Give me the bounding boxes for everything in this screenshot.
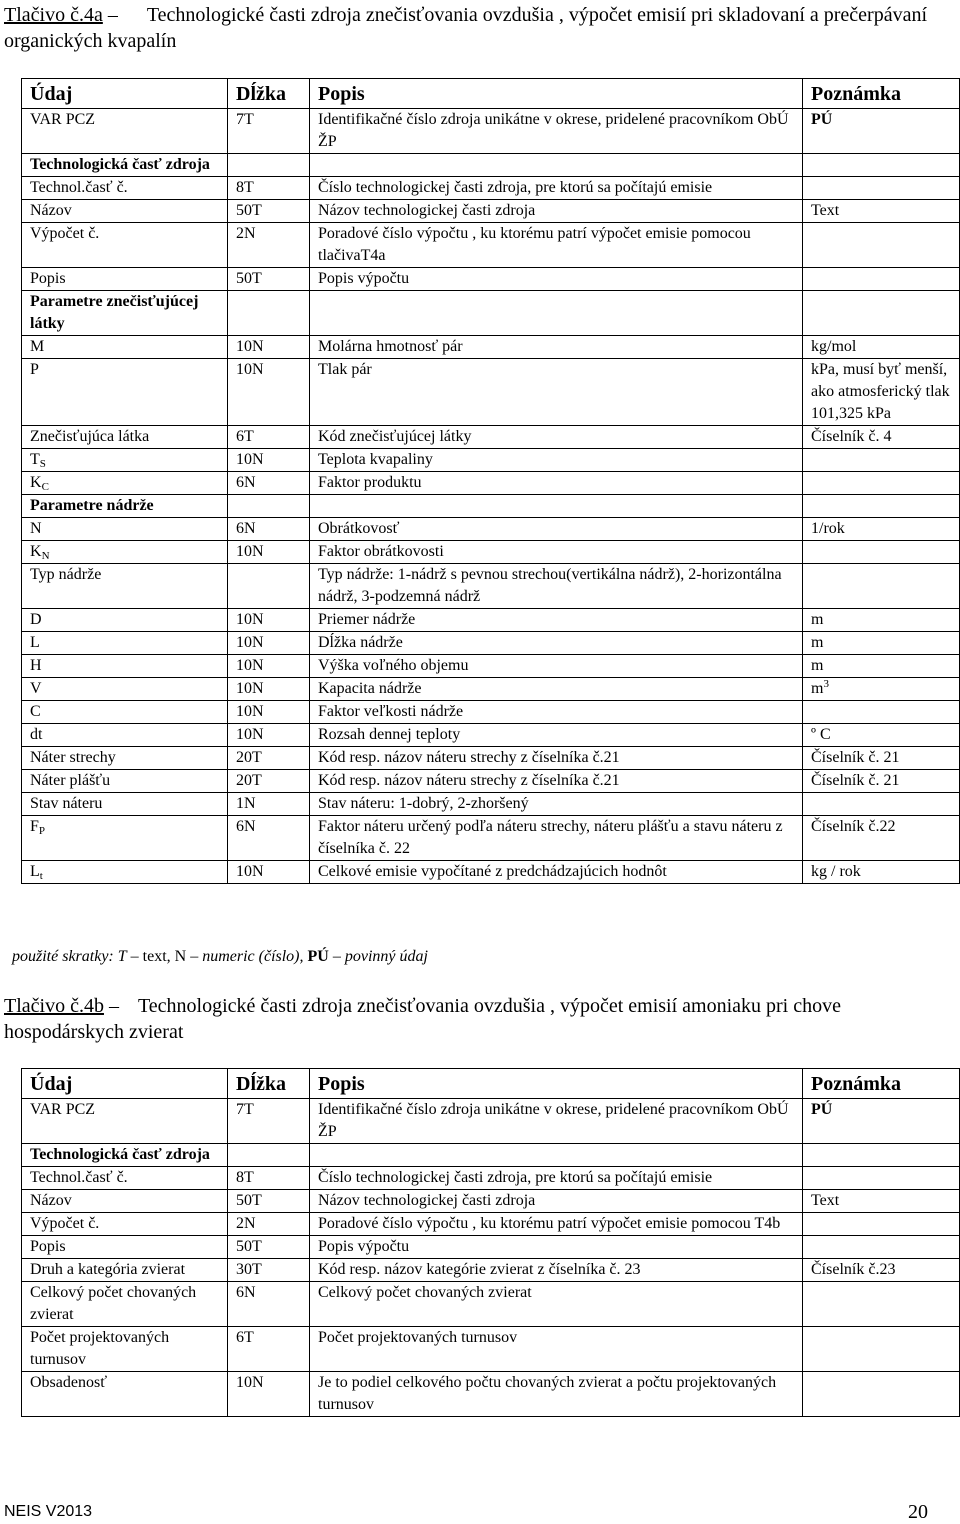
field-note: kg/mol <box>803 336 960 359</box>
table-row <box>22 1282 960 1327</box>
table-row <box>22 177 960 200</box>
field-note: Text <box>803 1190 960 1213</box>
table-header-row <box>22 79 960 109</box>
field-name <box>22 541 228 564</box>
table-row <box>22 1327 960 1372</box>
field-name: VAR PCZ <box>22 1099 228 1144</box>
field-description: Priemer nádrže <box>310 609 803 632</box>
col-header-popis: Popis <box>310 1069 803 1099</box>
field-description <box>310 495 803 518</box>
table-row <box>22 724 960 747</box>
field-description: Molárna hmotnosť pár <box>310 336 803 359</box>
table-section-row <box>22 154 960 177</box>
abbr-pu-text: povinný údaj <box>344 948 428 965</box>
symbol: T <box>30 451 40 468</box>
table-row <box>22 1190 960 1213</box>
field-note <box>803 449 960 472</box>
field-description: Stav náteru: 1-dobrý, 2-zhoršený <box>310 793 803 816</box>
table-row <box>22 518 960 541</box>
col-header-udaj: Údaj <box>22 79 228 109</box>
field-length: 6N <box>228 518 310 541</box>
unit: m <box>811 680 824 697</box>
field-name: Technol.časť č. <box>22 177 228 200</box>
form-code[interactable]: Tlačivo č.4b <box>4 995 104 1017</box>
subscript: t <box>39 870 43 882</box>
field-description: Kód znečisťujúcej látky <box>310 426 803 449</box>
symbol: F <box>30 818 39 835</box>
field-name: D <box>22 609 228 632</box>
field-note: kPa, musí byť menší, ako atmosferický tlak 101,325 kPa <box>803 359 960 426</box>
abbr-t-text: text, N <box>142 948 187 965</box>
field-note: Text <box>803 200 960 223</box>
field-name: Typ nádrže <box>22 564 228 609</box>
symbol: K <box>30 543 42 560</box>
field-description: Faktor náteru určený podľa náteru strechy, náteru plášťu a stavu náteru z číselníka č. 22 <box>310 816 803 861</box>
table-row <box>22 793 960 816</box>
field-name: P <box>22 359 228 426</box>
field-note <box>803 701 960 724</box>
field-length: 20T <box>228 747 310 770</box>
section-label: Technologická časť zdroja <box>22 154 228 177</box>
abbr-dash: – <box>332 948 341 965</box>
field-name: Počet projektovaných turnusov <box>22 1327 228 1372</box>
table-row <box>22 632 960 655</box>
table-row <box>22 472 960 495</box>
field-name: L <box>22 632 228 655</box>
field-description <box>310 154 803 177</box>
table-row <box>22 336 960 359</box>
field-note: PÚ <box>803 109 960 154</box>
field-description: Typ nádrže: 1-nádrž s pevnou strechou(vertikálna nádrž), 2-horizontálna nádrž, 3-podzemná nádrž <box>310 564 803 609</box>
field-name: N <box>22 518 228 541</box>
col-header-udaj: Údaj <box>22 1069 228 1099</box>
table-row <box>22 223 960 268</box>
table-row <box>22 1099 960 1144</box>
field-name: Výpočet č. <box>22 223 228 268</box>
field-description: Tlak pár <box>310 359 803 426</box>
field-note <box>803 1167 960 1190</box>
field-name: Názov <box>22 200 228 223</box>
field-length: 6T <box>228 1327 310 1372</box>
symbol: K <box>30 474 42 491</box>
abbr-n-text: numeric (číslo), <box>202 948 304 965</box>
field-name: Technol.časť č. <box>22 1167 228 1190</box>
field-name: Popis <box>22 268 228 291</box>
field-description: Rozsah dennej teploty <box>310 724 803 747</box>
table-row <box>22 770 960 793</box>
field-description: Teplota kvapaliny <box>310 449 803 472</box>
field-name: Výpočet č. <box>22 1213 228 1236</box>
field-length: 10N <box>228 359 310 426</box>
field-note <box>803 223 960 268</box>
field-length <box>228 1144 310 1167</box>
field-name: Náter plášťu <box>22 770 228 793</box>
field-description: Výška voľného objemu <box>310 655 803 678</box>
table-section-row <box>22 495 960 518</box>
field-name: Popis <box>22 1236 228 1259</box>
field-description: Názov technologickej časti zdroja <box>310 1190 803 1213</box>
field-note <box>803 472 960 495</box>
field-note <box>803 564 960 609</box>
field-name <box>22 449 228 472</box>
field-length: 8T <box>228 177 310 200</box>
field-note <box>803 1372 960 1417</box>
field-length: 10N <box>228 1372 310 1417</box>
table-row <box>22 1167 960 1190</box>
field-note <box>803 1236 960 1259</box>
field-length: 6N <box>228 1282 310 1327</box>
field-note <box>803 678 960 701</box>
field-name: Názov <box>22 1190 228 1213</box>
table-section-row <box>22 291 960 336</box>
form-title-text: Technologické časti zdroja znečisťovania ovzdušia , výpočet emisií amoniaku pri chove hospodárskych zvierat <box>4 995 841 1043</box>
field-note: º C <box>803 724 960 747</box>
field-length: 7T <box>228 109 310 154</box>
field-note <box>803 793 960 816</box>
abbr-dash: – <box>130 948 139 965</box>
field-length <box>228 495 310 518</box>
field-length: 10N <box>228 861 310 884</box>
table-row <box>22 268 960 291</box>
field-name: H <box>22 655 228 678</box>
field-length: 10N <box>228 541 310 564</box>
subscript: P <box>38 825 46 837</box>
section-label: Parametre nádrže <box>22 495 228 518</box>
field-description: Faktor produktu <box>310 472 803 495</box>
form-code[interactable]: Tlačivo č.4a <box>4 4 103 26</box>
field-note <box>803 291 960 336</box>
subscript: S <box>39 458 46 470</box>
form-title-4a <box>4 2 960 54</box>
abbr-prefix: použité skratky: T <box>12 948 127 965</box>
field-note: Číselník č. 21 <box>803 747 960 770</box>
table-row <box>22 541 960 564</box>
field-length: 30T <box>228 1259 310 1282</box>
field-description: Popis výpočtu <box>310 1236 803 1259</box>
field-note <box>803 154 960 177</box>
field-length: 10N <box>228 336 310 359</box>
section-label: Technologická časť zdroja <box>22 1144 228 1167</box>
table-row <box>22 359 960 426</box>
table-row <box>22 109 960 154</box>
field-note: 1/rok <box>803 518 960 541</box>
table-row <box>22 678 960 701</box>
field-length: 50T <box>228 1236 310 1259</box>
field-note: kg / rok <box>803 861 960 884</box>
field-length: 10N <box>228 678 310 701</box>
field-note: Číselník č. 21 <box>803 770 960 793</box>
table-row <box>22 426 960 449</box>
field-name: V <box>22 678 228 701</box>
field-length: 50T <box>228 200 310 223</box>
field-name: M <box>22 336 228 359</box>
field-description <box>310 1144 803 1167</box>
field-description: Identifikačné číslo zdroja unikátne v okrese, pridelené pracovníkom ObÚ ŽP <box>310 109 803 154</box>
field-description: Popis výpočtu <box>310 268 803 291</box>
spec-table-4a <box>21 78 960 884</box>
col-header-dlzka: Dĺžka <box>228 1069 310 1099</box>
table-row <box>22 1236 960 1259</box>
field-description: Číslo technologickej časti zdroja, pre ktorú sa počítajú emisie <box>310 177 803 200</box>
field-note: Číselník č.23 <box>803 1259 960 1282</box>
title-dash: – <box>107 4 118 26</box>
table-row <box>22 655 960 678</box>
field-length: 2N <box>228 1213 310 1236</box>
field-note <box>803 495 960 518</box>
subscript: C <box>41 481 49 493</box>
field-length: 10N <box>228 609 310 632</box>
field-description: Poradové číslo výpočtu , ku ktorému patrí výpočet emisie pomocou T4b <box>310 1213 803 1236</box>
field-note: Číselník č.22 <box>803 816 960 861</box>
field-length <box>228 564 310 609</box>
table-row <box>22 747 960 770</box>
page-number: 20 <box>908 1501 928 1523</box>
abbr-pu: PÚ <box>307 948 329 965</box>
field-length: 10N <box>228 449 310 472</box>
form-title-text: Technologické časti zdroja znečisťovania ovzdušia , výpočet emisií pri skladovaní a prečerpávaní organických kvapalín <box>4 4 928 52</box>
field-description: Faktor veľkosti nádrže <box>310 701 803 724</box>
field-length: 10N <box>228 724 310 747</box>
footer-product: NEIS V2013 <box>4 1503 93 1520</box>
field-description: Kód resp. názov kategórie zvierat z číselníka č. 23 <box>310 1259 803 1282</box>
field-description: Číslo technologickej časti zdroja, pre ktorú sa počítajú emisie <box>310 1167 803 1190</box>
field-name: Stav náteru <box>22 793 228 816</box>
field-description: Celkový počet chovaných zvierat <box>310 1282 803 1327</box>
field-length: 10N <box>228 655 310 678</box>
field-description: Dĺžka nádrže <box>310 632 803 655</box>
table-row <box>22 861 960 884</box>
col-header-popis: Popis <box>310 79 803 109</box>
col-header-poznamka: Poznámka <box>803 1069 960 1099</box>
field-description: Celkové emisie vypočítané z predchádzajúcich hodnôt <box>310 861 803 884</box>
field-note: Číselník č. 4 <box>803 426 960 449</box>
table-row <box>22 609 960 632</box>
field-name <box>22 472 228 495</box>
col-header-poznamka: Poznámka <box>803 79 960 109</box>
field-name: dt <box>22 724 228 747</box>
abbr-dash: – <box>190 948 199 965</box>
field-length: 6N <box>228 816 310 861</box>
field-description: Obrátkovosť <box>310 518 803 541</box>
field-length: 10N <box>228 632 310 655</box>
field-name: VAR PCZ <box>22 109 228 154</box>
field-name: Náter strechy <box>22 747 228 770</box>
field-note <box>803 1282 960 1327</box>
field-description: Identifikačné číslo zdroja unikátne v okrese, pridelené pracovníkom ObÚ ŽP <box>310 1099 803 1144</box>
field-length: 10N <box>228 701 310 724</box>
field-description: Poradové číslo výpočtu , ku ktorému patrí výpočet emisie pomocou tlačivaT4a <box>310 223 803 268</box>
table-row <box>22 564 960 609</box>
field-description: Počet projektovaných turnusov <box>310 1327 803 1372</box>
superscript: 3 <box>823 678 829 690</box>
table-row <box>22 1372 960 1417</box>
field-description: Kapacita nádrže <box>310 678 803 701</box>
field-name: Obsadenosť <box>22 1372 228 1417</box>
table-row <box>22 1213 960 1236</box>
field-note <box>803 1144 960 1167</box>
symbol: L <box>30 863 40 880</box>
field-description <box>310 291 803 336</box>
form-title-4b <box>4 993 960 1045</box>
field-name: C <box>22 701 228 724</box>
field-length: 6N <box>228 472 310 495</box>
field-description: Kód resp. názov náteru strechy z číselníka č.21 <box>310 747 803 770</box>
title-dash: – <box>108 995 119 1017</box>
field-description: Kód resp. názov náteru strechy z číselníka č.21 <box>310 770 803 793</box>
field-note: m <box>803 609 960 632</box>
table-row <box>22 449 960 472</box>
field-name: Znečisťujúca látka <box>22 426 228 449</box>
field-length <box>228 291 310 336</box>
table-section-row <box>22 1144 960 1167</box>
field-note: m <box>803 632 960 655</box>
field-name <box>22 816 228 861</box>
field-description: Je to podiel celkového počtu chovaných zvierat a počtu projektovaných turnusov <box>310 1372 803 1417</box>
field-length: 50T <box>228 1190 310 1213</box>
field-length: 50T <box>228 268 310 291</box>
field-note <box>803 177 960 200</box>
field-description: Názov technologickej časti zdroja <box>310 200 803 223</box>
table-row <box>22 701 960 724</box>
field-note <box>803 1327 960 1372</box>
field-length: 8T <box>228 1167 310 1190</box>
subscript: N <box>41 550 50 562</box>
field-length <box>228 154 310 177</box>
field-note <box>803 1213 960 1236</box>
field-length: 7T <box>228 1099 310 1144</box>
field-note <box>803 268 960 291</box>
field-length: 1N <box>228 793 310 816</box>
field-note: m <box>803 655 960 678</box>
field-description: Faktor obrátkovosti <box>310 541 803 564</box>
table-row <box>22 816 960 861</box>
spec-table-4b <box>21 1068 960 1417</box>
abbreviations-note <box>12 946 428 968</box>
table-row <box>22 200 960 223</box>
field-name <box>22 861 228 884</box>
field-name: Druh a kategória zvierat <box>22 1259 228 1282</box>
section-label: Parametre znečisťujúcej látky <box>22 291 228 336</box>
table-header-row <box>22 1069 960 1099</box>
field-name: Celkový počet chovaných zvierat <box>22 1282 228 1327</box>
field-length: 6T <box>228 426 310 449</box>
field-length: 20T <box>228 770 310 793</box>
col-header-dlzka: Dĺžka <box>228 79 310 109</box>
field-note <box>803 541 960 564</box>
table-row <box>22 1259 960 1282</box>
field-length: 2N <box>228 223 310 268</box>
field-note: PÚ <box>803 1099 960 1144</box>
